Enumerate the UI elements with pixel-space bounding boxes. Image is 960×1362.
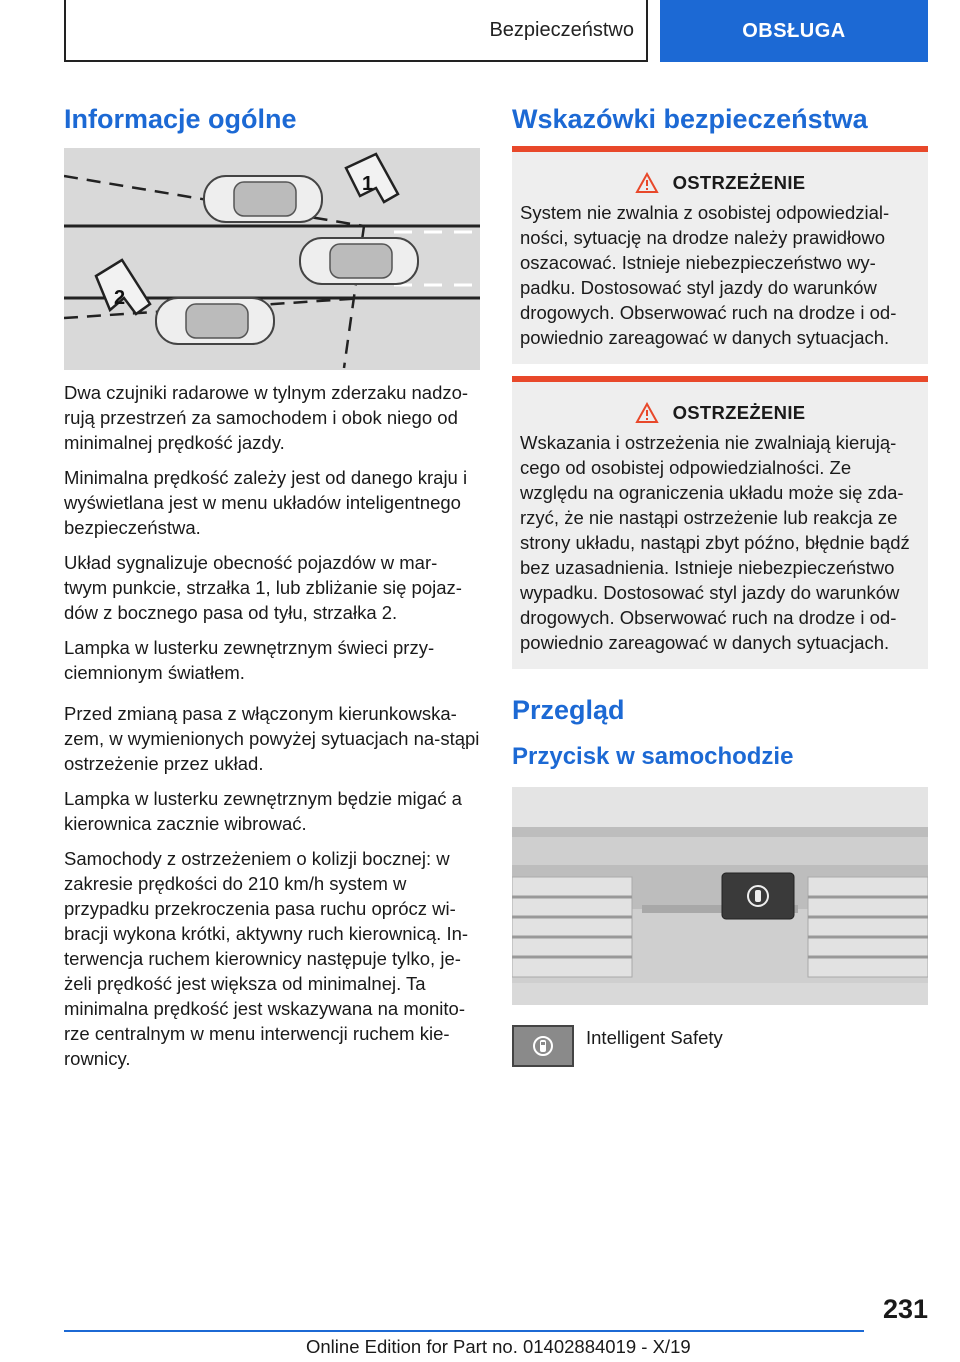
- warning-icon: [635, 402, 659, 424]
- intelligent-safety-button[interactable]: [512, 1025, 574, 1067]
- footer-divider: [64, 1330, 864, 1332]
- page-header: [64, 0, 928, 64]
- section-title-overview: Przegląd: [512, 695, 625, 725]
- warning-icon: [635, 172, 659, 194]
- paragraph: Minimalna prędkość zależy jest od danego kraju i wyświetlana jest w menu układów inteligentnego bezpieczeństwa.: [64, 467, 468, 538]
- warning-box: [512, 376, 928, 669]
- road-illustration: [64, 148, 480, 370]
- paragraph: Lampka w lusterku zewnętrznym będzie migać a kierownica zacznie wibrować.: [64, 788, 462, 834]
- car-top: [204, 176, 322, 222]
- arrow-2-label: 2: [114, 287, 126, 309]
- arrow-1-label: 1: [362, 173, 374, 195]
- right-column: [512, 100, 928, 1067]
- paragraph: Samochody z ostrzeżeniem o kolizji bocznej: w zakresie prędkości do 210 km/h system w przypadku przekroczenia pasa ruchu oprócz wi-bracji wykona krótki, aktywny ruch kierownicą. In-terwencja ruchem kierownicy następuje tylko, je-żeli prędkość jest większa od minimalnej. Ta minimalna prędkość jest wskazywana na monito-rze centralnym w menu interwencji ruchem kie-rownicy.: [64, 848, 469, 1069]
- paragraph: Lampka w lusterku zewnętrznym świeci przy-ciemnionym światłem.: [64, 637, 435, 683]
- warning-text: Wskazania i ostrzeżenia nie zwalniają kierują-cego od osobistej odpowiedzialności. Ze względu na ograniczenia układu może się zda-rzyć, że nie nastąpi ostrzeżenie lub reakcja ze strony układu, nastąpi zbyt późno, błędnie bądź bez uzasadnienia. Istnieje niebezpieczeństwo wypadku. Dostosować styl jazdy do warunków drogowych. Obserwować ruch na drodze i od-powiednio zareagować w danych sytuacjach.: [520, 432, 910, 653]
- car-bottom: [156, 298, 274, 344]
- warning-title: OSTRZEŻENIE: [672, 172, 806, 193]
- paragraph: Układ sygnalizuje obecność pojazdów w mar-twym punkcie, strzałka 1, lub zbliżanie się pojaz-dów z bocznego pasa od tyłu, strzałka 2.: [64, 552, 462, 623]
- intelligent-safety-icon: [532, 1035, 554, 1057]
- paragraph: Przed zmianą pasa z włączonym kierunkowska-zem, w wymienionych powyżej sytuacjach na-stąpi ostrzeżenie przez układ.: [64, 703, 480, 774]
- left-column: [64, 100, 480, 1081]
- section-tab: Bezpieczeństwo: [64, 0, 648, 62]
- paragraph: Dwa czujniki radarowe w tylnym zderzaku nadzo-rują przestrzeń za samochodem i obok niego od minimalnej prędkość jazdy.: [64, 382, 469, 453]
- dashboard-photo: [512, 787, 928, 1005]
- chapter-tab: OBSŁUGA: [660, 0, 928, 62]
- warning-title: OSTRZEŻENIE: [672, 402, 806, 423]
- car-middle: [300, 238, 418, 284]
- warning-text: System nie zwalnia z osobistej odpowiedzial-ności, sytuację na drodze należy prawidłowo oszacować. Istnieje niebezpieczeństwo wy-padku. Dostosować styl jazdy do warunków drogowych. Obserwować ruch na drodze i od-powiednio zareagować w danych sytuacjach.: [520, 202, 897, 348]
- subsection-title-button: Przycisk w samochodzie: [512, 743, 794, 770]
- section-title-safety: Wskazówki bezpieczeństwa: [512, 104, 868, 134]
- warning-box: [512, 146, 928, 364]
- button-label: Intelligent Safety: [586, 1027, 723, 1048]
- blind-spot-diagram: [64, 148, 480, 370]
- footer-edition: Online Edition for Part no. 01402884019 - X/19: [306, 1336, 691, 1357]
- page-number: 231: [882, 1294, 928, 1324]
- button-legend: [512, 1025, 928, 1067]
- section-title-general: Informacje ogólne: [64, 104, 297, 134]
